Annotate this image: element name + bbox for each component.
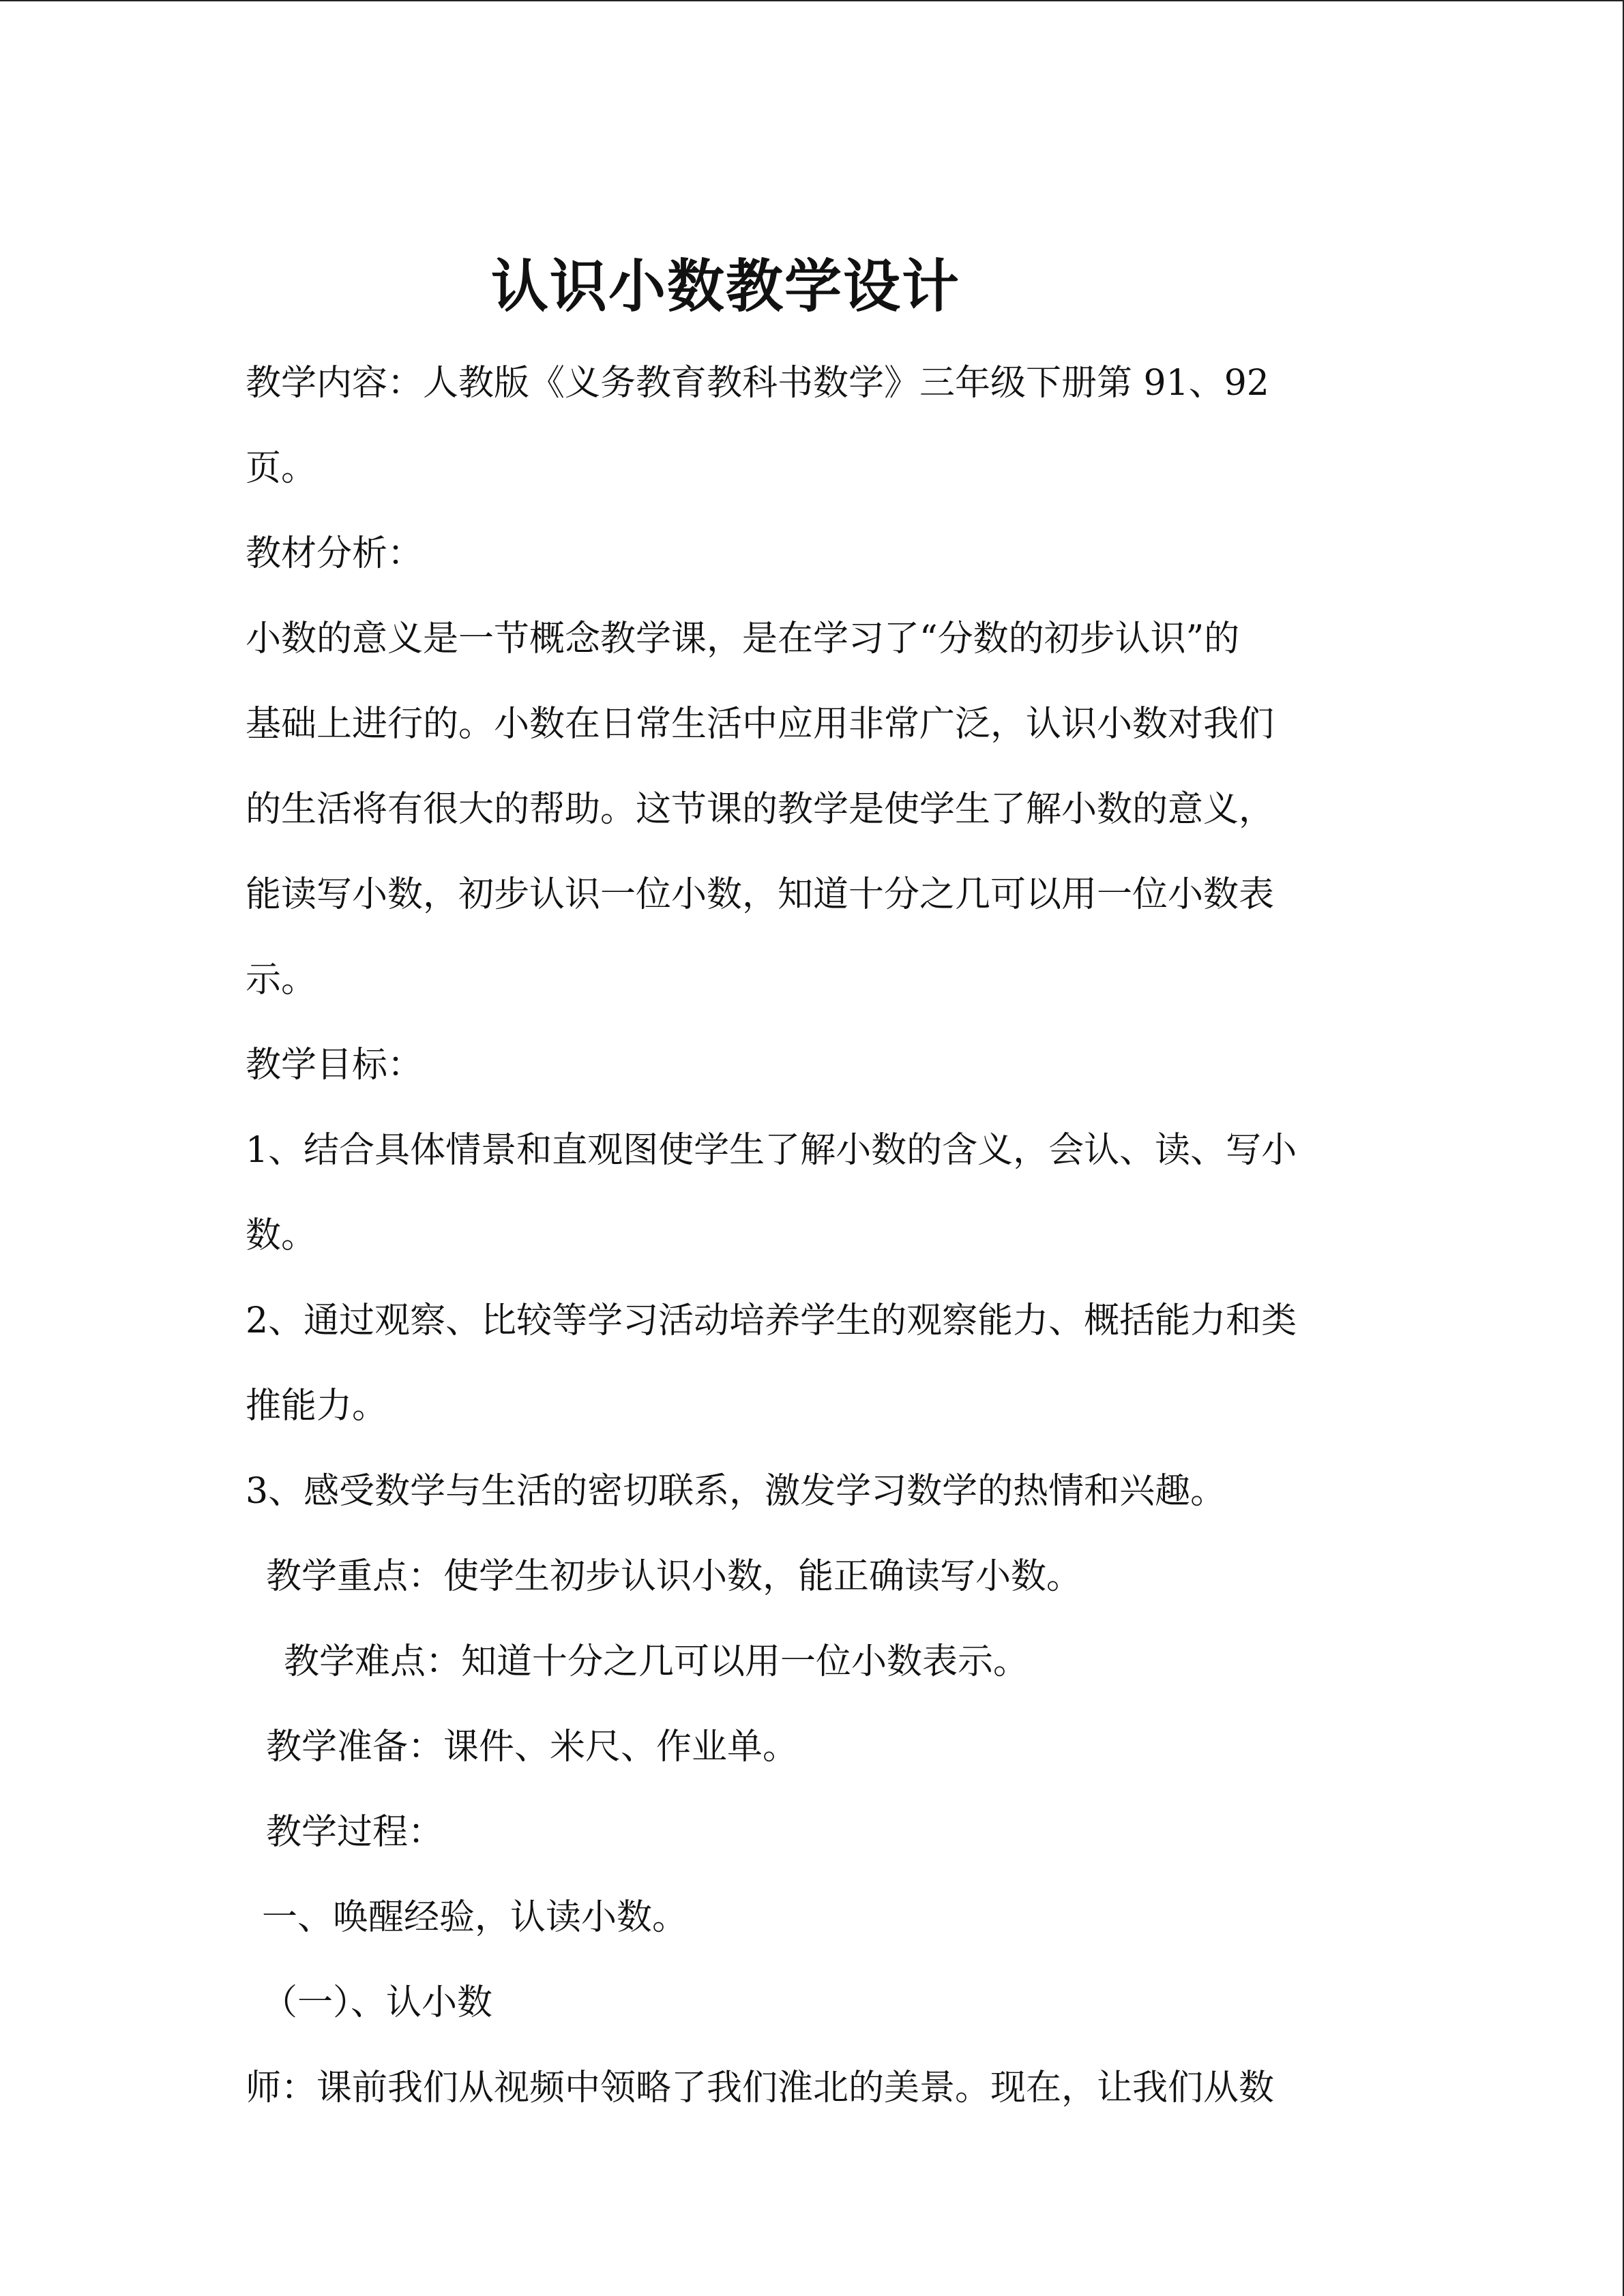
section-heading-difficulty: 教学难点：知道十分之几可以用一位小数表示。	[284, 1641, 1029, 1682]
section-heading: 教学目标：	[246, 1045, 424, 1086]
paragraph-line: 页。	[246, 448, 317, 489]
document-title: 认识小数教学设计	[491, 252, 961, 320]
subsection-heading: 一、唤醒经验，认读小数。	[262, 1897, 688, 1938]
paragraph-line: 基础上进行的。小数在日常生活中应用非常广泛，认识小数对我们	[246, 704, 1275, 745]
section-heading-preparation: 教学准备：课件、米尺、作业单。	[266, 1727, 799, 1768]
paragraph-line: 示。	[246, 959, 317, 1000]
document-body	[246, 341, 1378, 2131]
paragraph-line: 师：课前我们从视频中领略了我们淮北的美景。现在，让我们从数	[246, 2068, 1275, 2108]
list-item: 3、感受数学与生活的密切联系，激发学习数学的热情和兴趣。	[246, 1471, 1226, 1512]
paragraph-line: 的生活将有很大的帮助。这节课的教学是使学生了解小数的意义，	[246, 789, 1275, 830]
subsection-heading: （一）、认小数	[262, 1982, 493, 2023]
list-item: 2、通过观察、比较等学习活动培养学生的观察能力、概括能力和类	[246, 1300, 1297, 1341]
section-heading-process: 教学过程：	[266, 1812, 444, 1853]
paragraph-line: 能读写小数，初步认识一位小数，知道十分之几可以用一位小数表	[246, 874, 1275, 915]
list-item: 1、结合具体情景和直观图使学生了解小数的含义，会认、读、写小	[246, 1130, 1297, 1171]
paragraph-line: 教学内容：人教版《义务教育教科书数学》三年级下册第 91、92	[246, 363, 1269, 404]
list-item-continuation: 数。	[246, 1215, 317, 1256]
section-heading-key-point: 教学重点：使学生初步认识小数，能正确读写小数。	[266, 1556, 1082, 1597]
section-heading: 教材分析：	[246, 533, 424, 574]
list-item-continuation: 推能力。	[246, 1386, 388, 1427]
paragraph-line: 小数的意义是一节概念教学课，是在学习了“分数的初步认识”的	[246, 618, 1240, 659]
